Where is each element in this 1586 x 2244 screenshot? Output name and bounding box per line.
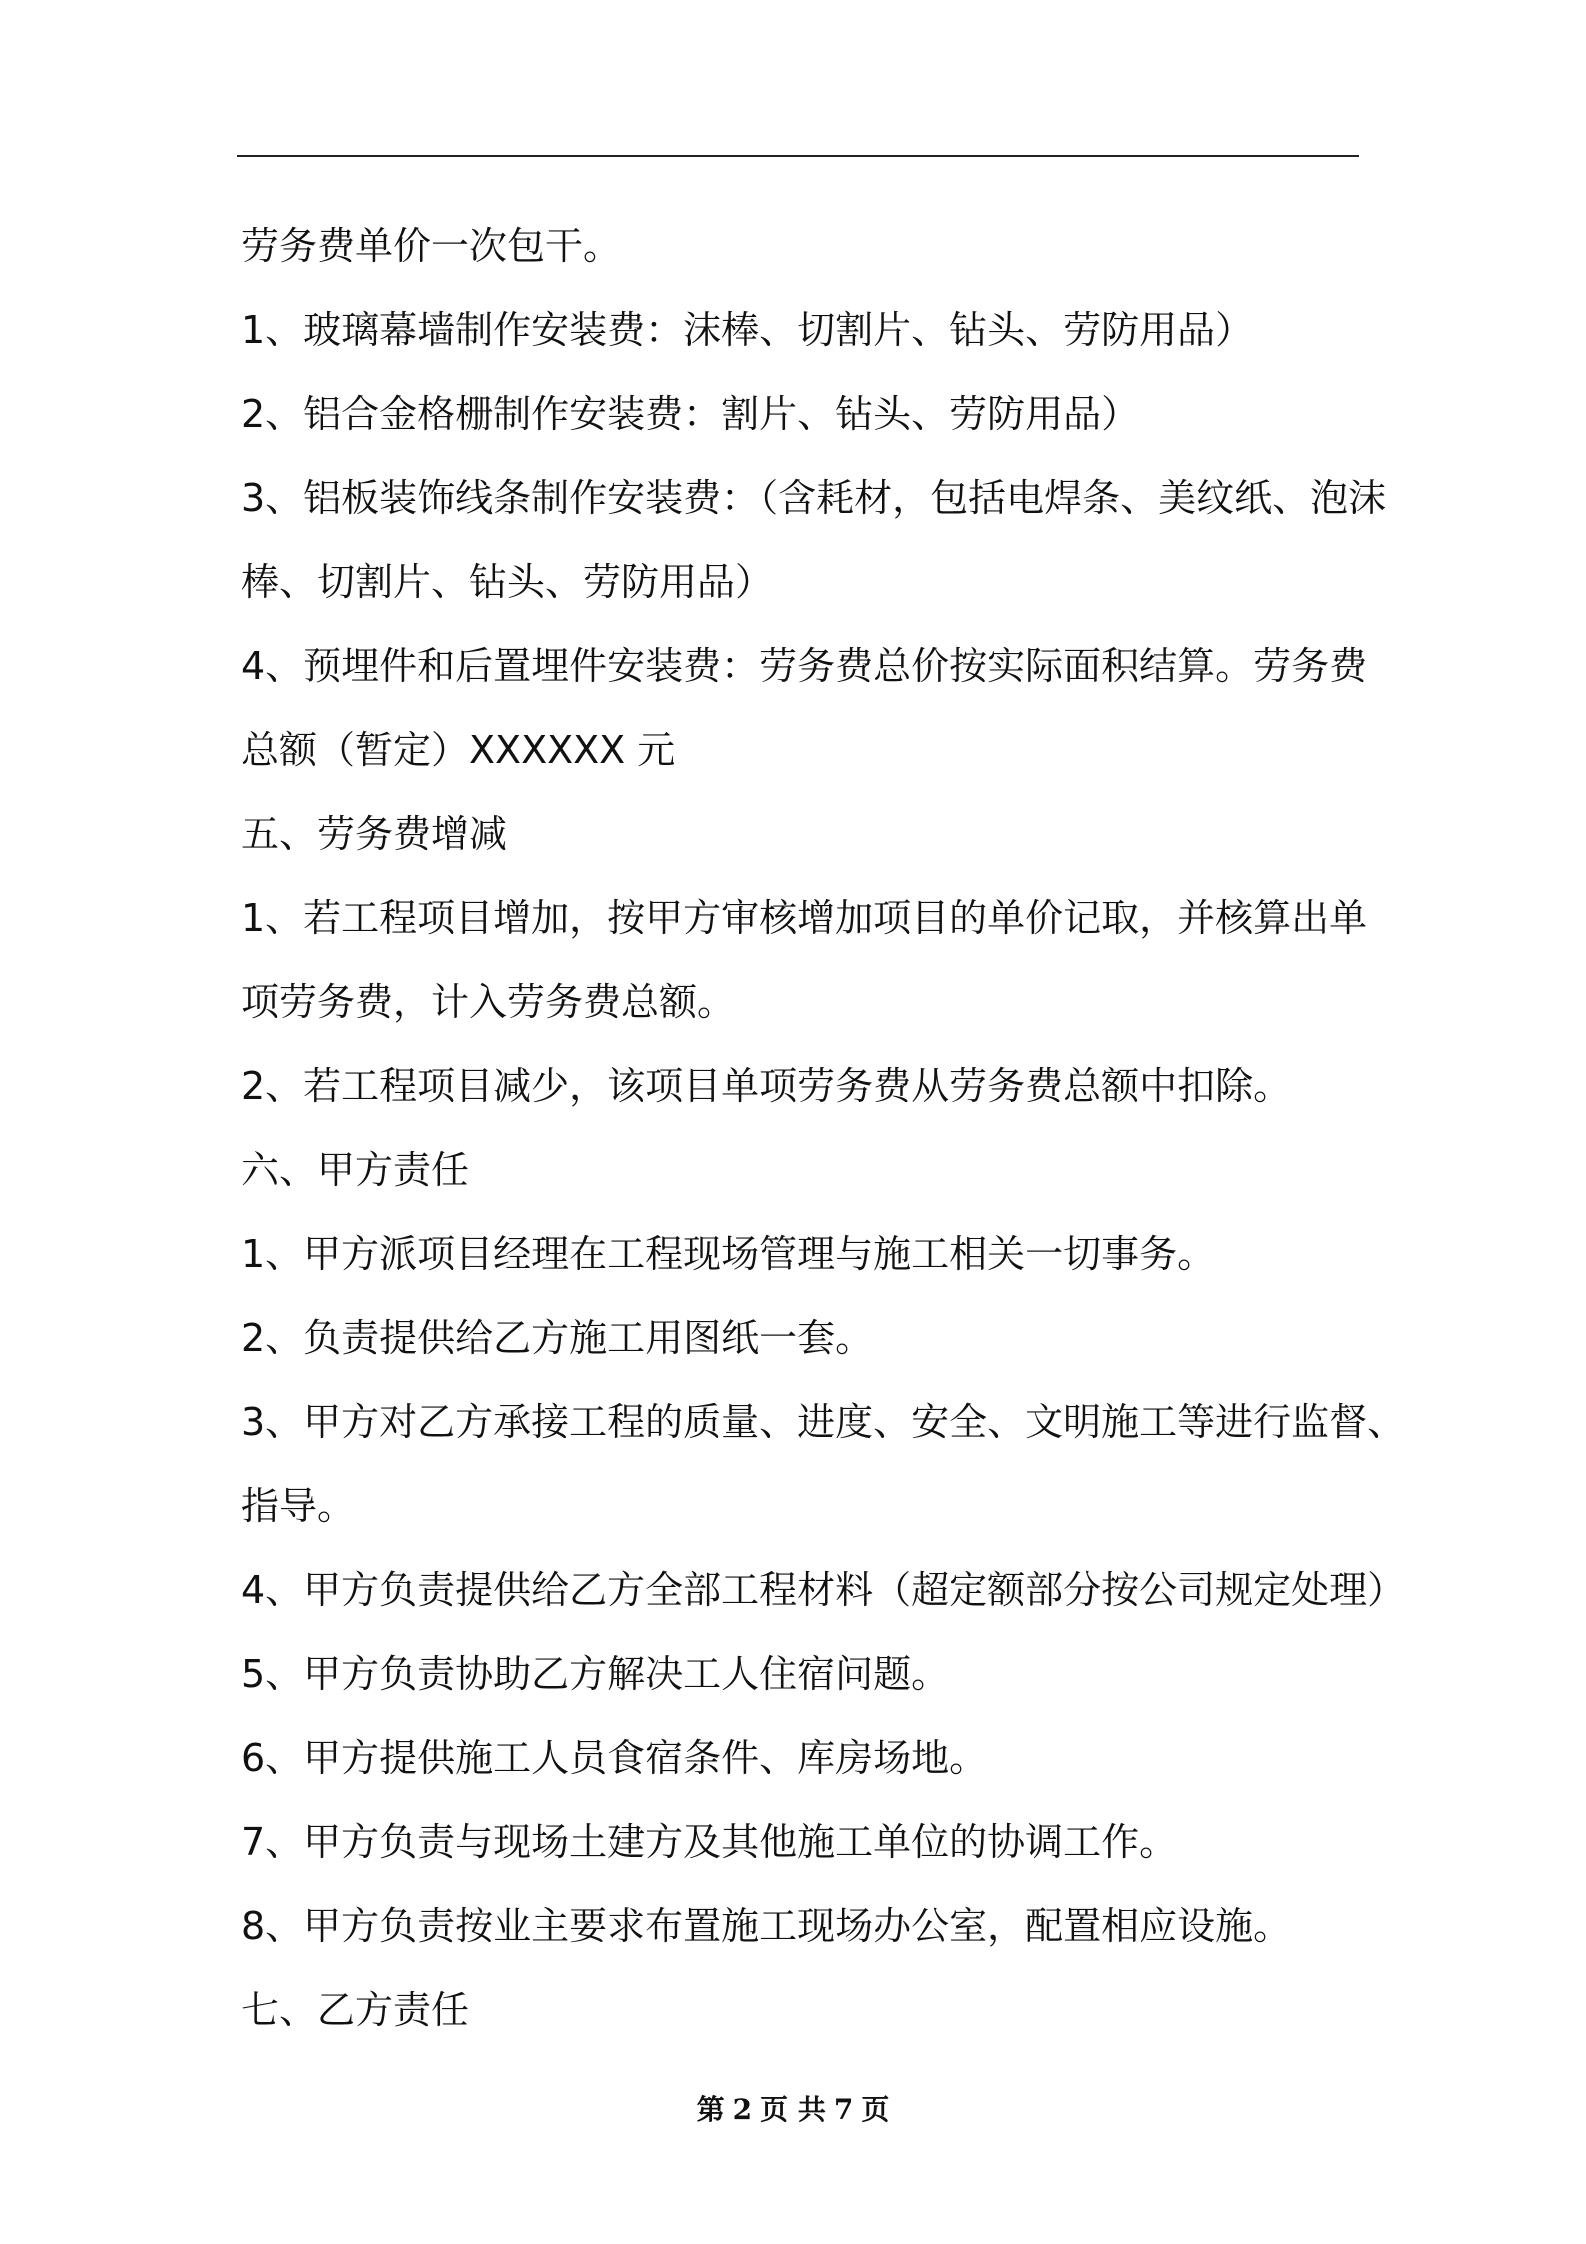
header-rule: [237, 155, 1359, 157]
text-line: 棒、切割片、钻头、劳防用品）: [241, 560, 774, 604]
document-body: [241, 204, 1406, 2052]
section-heading: 五、劳务费增减: [241, 812, 508, 856]
text-line: 指导。: [241, 1484, 356, 1528]
page-footer: [0, 2090, 1586, 2130]
text-line: 劳务费单价一次包干。: [241, 224, 622, 268]
text-line: 4、预埋件和后置埋件安装费：劳务费总价按实际面积结算。劳务费: [241, 644, 1368, 688]
text-line: 8、甲方负责按业主要求布置施工现场办公室，配置相应设施。: [241, 1904, 1292, 1948]
text-line: 3、铝板装饰线条制作安装费：（含耗材，包括电焊条、美纹纸、泡沫: [241, 476, 1387, 520]
text-line: 总额（暂定）XXXXXX 元: [241, 728, 676, 772]
footer-suffix: 页: [861, 2093, 890, 2126]
text-line: 2、铝合金格栅制作安装费：割片、钻头、劳防用品）: [241, 392, 1140, 436]
section-heading: 六、甲方责任: [241, 1148, 470, 1192]
total-pages: 7: [833, 2093, 854, 2126]
page-number: 2: [732, 2093, 753, 2126]
text-line: 4、甲方负责提供给乙方全部工程材料（超定额部分按公司规定处理）: [241, 1568, 1406, 1612]
text-line: 1、若工程项目增加，按甲方审核增加项目的单价记取，并核算出单: [241, 896, 1368, 940]
text-line: 7、甲方负责与现场土建方及其他施工单位的协调工作。: [241, 1820, 1178, 1864]
text-line: 6、甲方提供施工人员食宿条件、库房场地。: [241, 1736, 988, 1780]
text-line: 项劳务费，计入劳务费总额。: [241, 980, 736, 1024]
text-line: 2、若工程项目减少，该项目单项劳务费从劳务费总额中扣除。: [241, 1064, 1292, 1108]
footer-middle: 页 共: [760, 2093, 826, 2126]
footer-prefix: 第: [696, 2093, 725, 2126]
text-line: 2、负责提供给乙方施工用图纸一套。: [241, 1316, 874, 1360]
text-line: 5、甲方负责协助乙方解决工人住宿问题。: [241, 1652, 950, 1696]
text-line: 1、甲方派项目经理在工程现场管理与施工相关一切事务。: [241, 1232, 1216, 1276]
text-line: 3、甲方对乙方承接工程的质量、进度、安全、文明施工等进行监督、: [241, 1400, 1406, 1444]
text-line: 1、玻璃幕墙制作安装费：沫棒、切割片、钻头、劳防用品）: [241, 308, 1254, 352]
section-heading: 七、乙方责任: [241, 1988, 470, 2032]
